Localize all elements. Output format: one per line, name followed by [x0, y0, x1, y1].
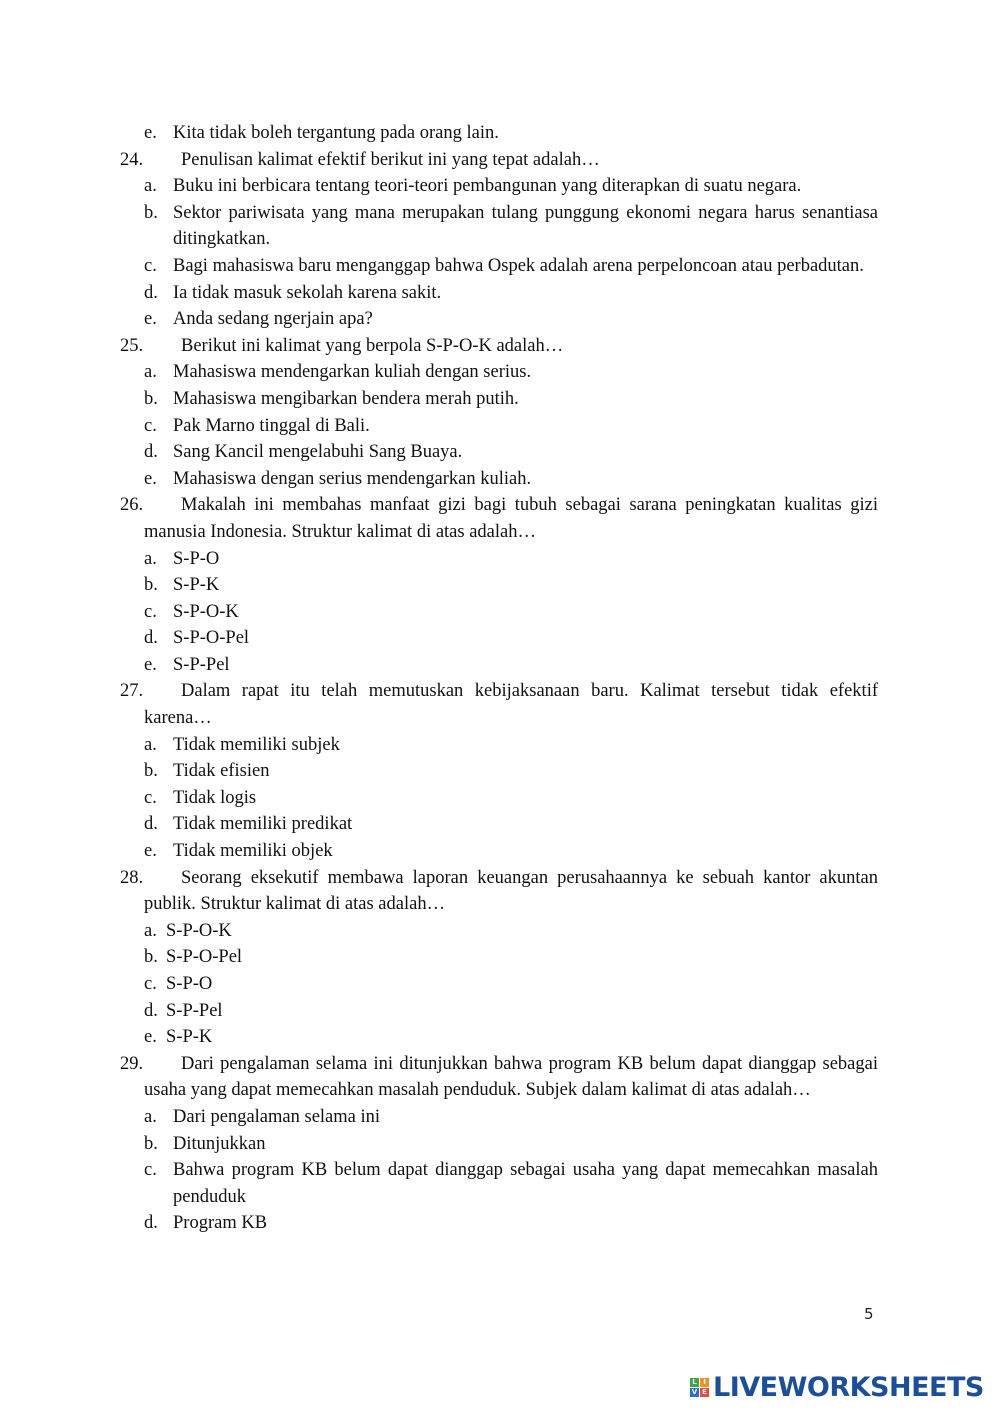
question-text: Seorang eksekutif membawa laporan keuangan perusahaannya ke sebuah kantor akuntan publik. Struktur kalimat di atas adalah…	[144, 867, 878, 915]
option-text: Bahwa program KB belum dapat dianggap sebagai usaha yang dapat memecahkan masalah penduduk	[173, 1160, 878, 1207]
option-27b[interactable]	[120, 758, 878, 785]
option-text: S-P-O	[166, 974, 213, 994]
question-number: 26.	[120, 495, 144, 516]
option-label: d.	[144, 814, 158, 835]
option-text: Mahasiswa mendengarkan kuliah dengan serius.	[173, 362, 532, 383]
question-25	[120, 333, 878, 360]
option-text: Tidak memiliki objek	[173, 841, 333, 862]
option-label: b.	[144, 202, 158, 223]
question-24	[120, 147, 878, 174]
option-25c[interactable]	[120, 413, 878, 440]
option-text: Anda sedang ngerjain apa?	[173, 309, 373, 330]
question-text: Berikut ini kalimat yang berpola S-P-O-K adalah…	[181, 335, 564, 356]
option-text: Mahasiswa mengibarkan bendera merah putih.	[173, 388, 519, 409]
option-28c[interactable]	[120, 971, 878, 998]
option-label: b.	[144, 575, 158, 596]
option-24e[interactable]	[120, 306, 878, 333]
option-27e[interactable]	[120, 838, 878, 865]
option-25d[interactable]	[120, 439, 878, 466]
logo-mark-letter: V	[691, 1387, 698, 1396]
option-label: d.	[144, 442, 158, 463]
option-text: Dari pengalaman selama ini	[173, 1106, 381, 1127]
option-label: a.	[144, 920, 157, 941]
option-28d[interactable]	[120, 998, 878, 1025]
option-label: d.	[144, 628, 158, 649]
option-label: c.	[144, 974, 157, 994]
option-label: a.	[144, 548, 157, 569]
option-label: e.	[144, 841, 157, 862]
question-number: 24.	[120, 149, 144, 170]
option-24d[interactable]	[120, 280, 878, 307]
option-24c[interactable]	[120, 253, 878, 280]
option-text: Tidak efisien	[173, 761, 270, 782]
option-25e[interactable]	[120, 466, 878, 493]
option-label: d.	[144, 282, 158, 303]
option-label: b.	[144, 947, 158, 968]
option-text: S-P-O-Pel	[173, 628, 250, 649]
question-text: Dari pengalaman selama ini ditunjukkan bahwa program KB belum dapat dianggap sebagai usaha yang dapat memecahkan masalah penduduk. Subjek dalam kalimat di atas adalah…	[144, 1053, 878, 1101]
option-26b[interactable]	[120, 572, 878, 599]
question-26	[120, 492, 878, 545]
question-text: Penulisan kalimat efektif berikut ini yang tepat adalah…	[181, 149, 600, 170]
option-label: a.	[144, 1106, 157, 1127]
option-label: e.	[144, 468, 157, 489]
option-25b[interactable]	[120, 386, 878, 413]
question-number: 27.	[120, 681, 144, 702]
option-label: a.	[144, 734, 157, 755]
logo-mark-letter: I	[700, 1378, 709, 1387]
option-24a[interactable]	[120, 173, 878, 200]
option-text: Tidak memiliki subjek	[173, 734, 340, 755]
option-text: Tidak memiliki predikat	[173, 814, 353, 835]
option-label: c.	[144, 415, 157, 436]
option-label: e.	[144, 654, 157, 675]
option-label: d.	[144, 1213, 158, 1234]
option-28a[interactable]	[120, 918, 878, 945]
option-label: a.	[144, 176, 157, 197]
option-text: Ia tidak masuk sekolah karena sakit.	[173, 282, 442, 303]
question-27	[120, 678, 878, 731]
option-label: a.	[144, 362, 157, 383]
question-number: 29.	[120, 1053, 144, 1074]
option-label: b.	[144, 761, 158, 782]
option-text: Ditunjukkan	[173, 1133, 266, 1154]
option-text: S-P-K	[173, 575, 220, 596]
option-label: e.	[144, 123, 157, 143]
option-text: Pak Marno tinggal di Bali.	[173, 415, 370, 436]
option-text: S-P-O	[173, 548, 220, 569]
question-29	[120, 1051, 878, 1104]
option-text: S-P-K	[166, 1027, 213, 1048]
page-number: 5	[864, 1305, 874, 1323]
option-label: d.	[144, 1000, 158, 1021]
option-label: c.	[144, 1160, 157, 1181]
option-label: c.	[144, 255, 157, 276]
option-27a[interactable]	[120, 732, 878, 759]
option-text: Program KB	[173, 1213, 268, 1234]
option-28b[interactable]	[120, 944, 878, 971]
option-27c[interactable]	[120, 785, 878, 812]
option-text: Bagi mahasiswa baru menganggap bahwa Ospek adalah arena perpeloncoan atau perbadutan.	[173, 255, 864, 276]
option-text: S-P-O-K	[173, 601, 239, 622]
carry-over-option[interactable]	[120, 120, 878, 147]
liveworksheets-logo[interactable]	[690, 1371, 984, 1403]
logo-text: LIVEWORKSHEETS	[713, 1371, 984, 1403]
option-text: S-P-Pel	[173, 654, 230, 675]
option-label: b.	[144, 1133, 158, 1154]
option-27d[interactable]	[120, 811, 878, 838]
option-24b[interactable]	[120, 200, 878, 253]
option-29d[interactable]	[120, 1210, 878, 1237]
option-text: Mahasiswa dengan serius mendengarkan kuliah.	[173, 468, 532, 489]
option-26e[interactable]	[120, 652, 878, 679]
option-text: S-P-Pel	[166, 1000, 223, 1021]
option-29b[interactable]	[120, 1131, 878, 1158]
option-29a[interactable]	[120, 1104, 878, 1131]
question-28	[120, 865, 878, 918]
option-text: Kita tidak boleh tergantung pada orang lain.	[173, 123, 499, 143]
option-text: Tidak logis	[173, 787, 257, 808]
logo-mark-letter: E	[700, 1388, 709, 1397]
option-label: e.	[144, 1027, 157, 1048]
logo-mark-letter: L	[690, 1378, 699, 1387]
option-text: S-P-O-K	[166, 920, 232, 941]
question-number: 25.	[120, 335, 144, 356]
option-26a[interactable]	[120, 546, 878, 573]
worksheet-content	[120, 120, 878, 1237]
option-text: Sang Kancil mengelabuhi Sang Buaya.	[173, 442, 463, 463]
option-25a[interactable]	[120, 359, 878, 386]
option-label: c.	[144, 787, 157, 808]
question-number: 28.	[120, 867, 144, 888]
option-26c[interactable]	[120, 599, 878, 626]
option-label: e.	[144, 309, 157, 330]
option-label: c.	[144, 601, 157, 622]
question-text: Makalah ini membahas manfaat gizi bagi tubuh sebagai sarana peningkatan kualitas gizi manusia Indonesia. Struktur kalimat di atas adalah…	[144, 495, 878, 542]
option-label: b.	[144, 388, 158, 409]
option-text: Sektor pariwisata yang mana merupakan tulang punggung ekonomi negara harus senantiasa ditingkatkan.	[173, 202, 878, 250]
option-28e[interactable]	[120, 1024, 878, 1051]
option-26d[interactable]	[120, 625, 878, 652]
question-text: Dalam rapat itu telah memutuskan kebijaksanaan baru. Kalimat tersebut tidak efektif karena…	[144, 681, 878, 729]
option-text: Buku ini berbicara tentang teori-teori pembangunan yang diterapkan di suatu negara.	[173, 176, 802, 197]
option-29c[interactable]	[120, 1157, 878, 1210]
logo-mark-icon	[690, 1378, 709, 1397]
option-text: S-P-O-Pel	[166, 947, 243, 968]
